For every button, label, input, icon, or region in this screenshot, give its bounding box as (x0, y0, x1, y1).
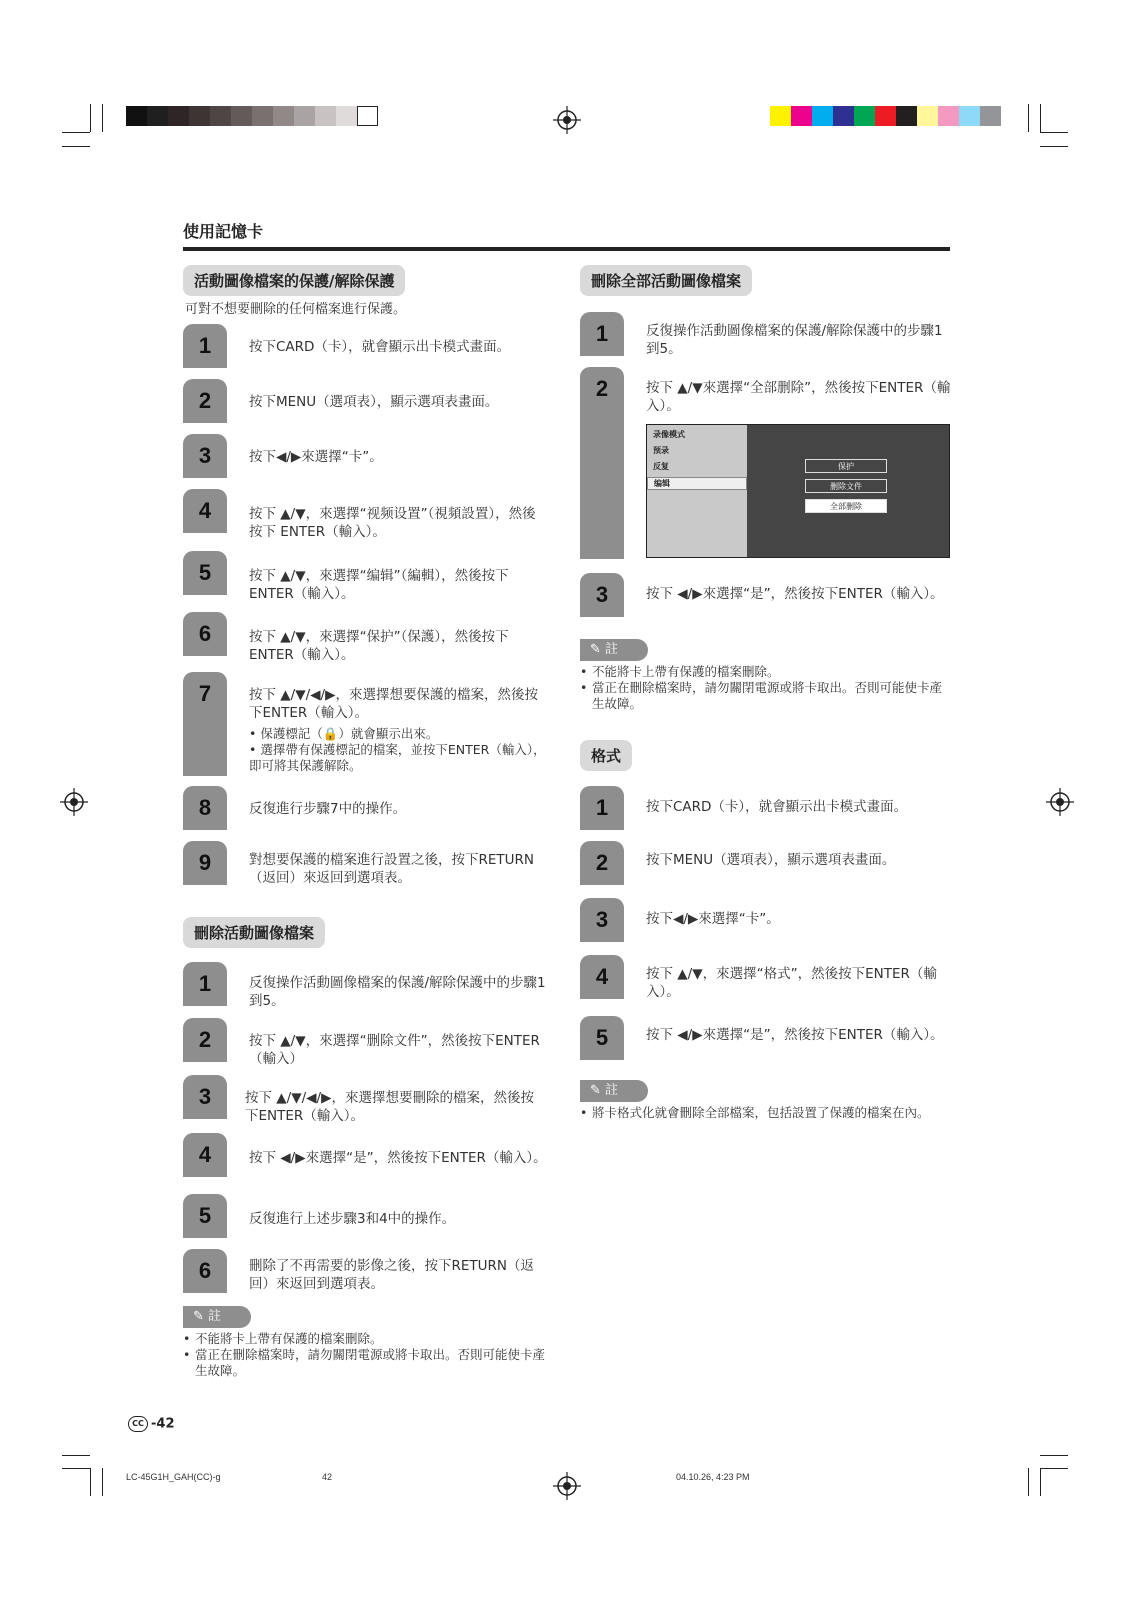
crop-mark (1040, 146, 1068, 147)
step-bullet: • 選擇帶有保護標記的檔案，並按下ENTER（輸入），即可將其保護解除。 (249, 742, 549, 774)
page-number (128, 1416, 175, 1432)
step-number: 5 (183, 551, 227, 595)
step-number: 2 (580, 841, 624, 885)
step-text (249, 686, 549, 774)
footer-filename: LC-45G1H_GAH(CC)-g (126, 1472, 221, 1482)
calibration-swatch (336, 106, 357, 126)
step-number: 7 (183, 672, 227, 776)
calibration-swatch (315, 106, 336, 126)
note-badge (580, 1080, 648, 1102)
step-number: 3 (183, 1075, 227, 1119)
menu-item: 反复 (653, 462, 669, 471)
registration-mark-icon (553, 1472, 581, 1500)
step-text: 按下MENU（選項表），顯示選項表畫面。 (249, 394, 499, 410)
crop-mark (62, 1455, 90, 1456)
note-list (580, 1105, 950, 1121)
step-text: 按下 ▲/▼，來選擇“格式”，然後按下ENTER（輸入）。 (646, 966, 937, 1000)
step-text: 按下 ▲/▼，來選擇“编辑”（編輯），然後按下 ENTER（輸入）。 (249, 568, 509, 602)
crop-mark (62, 1468, 90, 1469)
paperclip-icon: ✎ (590, 642, 606, 657)
crop-mark (1028, 104, 1029, 132)
crop-mark (90, 104, 91, 132)
step-text: 按下 ▲/▼，來選擇“视频设置”（視頻設置），然後按下 ENTER（輸入）。 (249, 506, 536, 540)
step-text: 按下 ▲/▼，來選擇“删除文件”，然後按下ENTER（輸入） (249, 1033, 540, 1067)
calibration-swatch (189, 106, 210, 126)
calibration-swatch (770, 106, 791, 126)
calibration-swatch (854, 106, 875, 126)
step-text: 刪除了不再需要的影像之後，按下RETURN（返回）來返回到選項表。 (249, 1258, 535, 1292)
step-text: 按下MENU（選項表），顯示選項表畫面。 (646, 852, 896, 868)
calibration-swatch (833, 106, 854, 126)
calibration-swatch (959, 106, 980, 126)
calibration-swatch (252, 106, 273, 126)
step-text: 按下 ▲/▼/◀/▶，來選擇想要刪除的檔案，然後按下ENTER（輸入）。 (245, 1090, 534, 1124)
step-text: 按下◀/▶來選擇“卡”。 (646, 911, 780, 927)
note-badge (183, 1306, 251, 1328)
crop-mark (1040, 1468, 1041, 1496)
calibration-swatch (938, 106, 959, 126)
step-number: 1 (580, 786, 624, 830)
menu-item: 录像模式 (653, 430, 685, 439)
crop-mark (62, 132, 90, 133)
crop-mark (102, 104, 103, 132)
menu-left-panel (647, 425, 747, 557)
crop-mark (102, 1468, 103, 1496)
registration-mark-icon (60, 788, 88, 816)
section-title-delete: 刪除活動圖像檔案 (183, 917, 325, 948)
note-label: 註 (605, 1083, 619, 1098)
step-number: 2 (183, 379, 227, 423)
paperclip-icon: ✎ (590, 1083, 606, 1098)
step-number: 3 (183, 434, 227, 478)
crop-mark (1028, 1468, 1029, 1496)
calibration-swatch (917, 106, 938, 126)
calibration-swatch (791, 106, 812, 126)
step-number: 8 (183, 786, 227, 830)
step-number: 4 (183, 1133, 227, 1177)
step-number: 9 (183, 841, 227, 885)
step-text: 反復操作活動圖像檔案的保護/解除保護中的步驟1到5。 (646, 323, 943, 357)
crop-mark (1040, 1455, 1068, 1456)
step-number: 5 (580, 1016, 624, 1060)
calibration-swatch (875, 106, 896, 126)
section-intro: 可對不想要刪除的任何檔案進行保護。 (185, 302, 407, 317)
calibration-swatch (980, 106, 1001, 126)
note-item: • 將卡格式化就會刪除全部檔案，包括設置了保護的檔案在內。 (580, 1105, 950, 1121)
crop-mark (62, 146, 90, 147)
calibration-swatch (168, 106, 189, 126)
calibration-swatch (294, 106, 315, 126)
step-number: 6 (183, 612, 227, 656)
step-number: 3 (580, 898, 624, 942)
step-bullet: • 保護標記（🔒）就會顯示出來。 (249, 726, 549, 742)
step-text: 反復進行上述步驟3和4中的操作。 (249, 1211, 456, 1227)
step-text: 反復進行步驟7中的操作。 (249, 801, 407, 817)
page-number-value: -42 (151, 1416, 175, 1432)
calibration-swatch (210, 106, 231, 126)
step-number: 2 (183, 1018, 227, 1062)
step-text: 按下CARD（卡），就會顯示出卡模式畫面。 (249, 339, 511, 355)
step-number: 5 (183, 1194, 227, 1238)
step-text: 按下◀/▶來選擇“卡”。 (249, 449, 383, 465)
step-text: 按下CARD（卡），就會顯示出卡模式畫面。 (646, 799, 908, 815)
calibration-swatch (357, 106, 378, 126)
step-bullets (249, 726, 549, 774)
page-title: 使用記憶卡 (183, 222, 264, 241)
note-item: • 不能將卡上帶有保護的檔案刪除。 (183, 1331, 553, 1347)
calibration-swatch (126, 106, 147, 126)
step-number: 1 (580, 312, 624, 356)
section-title-format: 格式 (580, 740, 632, 771)
grayscale-calibration-bar (126, 106, 378, 126)
menu-item-selected: 编辑 (647, 477, 747, 490)
step-text: 按下 ◀/▶來選擇“是”，然後按下ENTER（輸入）。 (646, 586, 944, 602)
step-number: 6 (183, 1249, 227, 1293)
menu-item: 预录 (653, 446, 669, 455)
calibration-swatch (147, 106, 168, 126)
step-text: 對想要保護的檔案進行設置之後，按下RETURN（返回）來返回到選項表。 (249, 852, 535, 886)
note-list (183, 1331, 553, 1379)
section-title-protect: 活動圖像檔案的保護/解除保護 (183, 265, 405, 296)
crop-mark (1040, 132, 1068, 133)
step-text-main: 按下 ▲/▼/◀/▶，來選擇想要保護的檔案，然後按下ENTER（輸入）。 (249, 687, 538, 721)
note-badge (580, 639, 648, 661)
calibration-swatch (231, 106, 252, 126)
step-number: 1 (183, 962, 227, 1006)
crop-mark (1040, 104, 1041, 132)
menu-right-panel (747, 425, 949, 557)
header-rule (183, 247, 950, 251)
note-list (580, 664, 950, 712)
registration-mark-icon (1046, 788, 1074, 816)
note-label: 註 (605, 642, 619, 657)
footer-page: 42 (322, 1472, 333, 1482)
step-number: 3 (580, 573, 624, 617)
calibration-swatch (812, 106, 833, 126)
cc-region-icon: CC (128, 1416, 148, 1432)
menu-option: 删除文件 (805, 479, 887, 493)
step-number: 4 (183, 489, 227, 533)
calibration-swatch (896, 106, 917, 126)
step-text: 反復操作活動圖像檔案的保護/解除保護中的步驟1到5。 (249, 975, 546, 1009)
step-number: 4 (580, 955, 624, 999)
section-title-delete-all: 刪除全部活動圖像檔案 (580, 265, 752, 296)
note-item: • 不能將卡上帶有保護的檔案刪除。 (580, 664, 950, 680)
footer-date: 04.10.26, 4:23 PM (676, 1472, 750, 1482)
step-number: 1 (183, 324, 227, 368)
note-item: • 當正在刪除檔案時，請勿關閉電源或將卡取出。否則可能使卡產生故障。 (580, 680, 950, 712)
note-item: • 當正在刪除檔案時，請勿關閉電源或將卡取出。否則可能使卡產生故障。 (183, 1347, 553, 1379)
menu-screen-image (646, 424, 950, 558)
color-calibration-bar (770, 106, 1001, 126)
menu-option: 保护 (805, 459, 887, 473)
note-label: 註 (208, 1309, 222, 1324)
registration-mark-icon (553, 106, 581, 134)
step-text: 按下 ◀/▶來選擇“是”，然後按下ENTER（輸入）。 (249, 1150, 547, 1166)
step-text: 按下 ▲/▼來選擇“全部删除”，然後按下ENTER（輸入）。 (646, 380, 951, 414)
step-text: 按下 ◀/▶來選擇“是”，然後按下ENTER（輸入）。 (646, 1027, 944, 1043)
crop-mark (1040, 1468, 1068, 1469)
step-number: 2 (580, 367, 624, 559)
paperclip-icon: ✎ (193, 1309, 209, 1324)
calibration-swatch (273, 106, 294, 126)
step-text: 按下 ▲/▼，來選擇“保护”（保護），然後按下 ENTER（輸入）。 (249, 629, 509, 663)
crop-mark (90, 1468, 91, 1496)
menu-option-selected: 全部删除 (805, 499, 887, 513)
